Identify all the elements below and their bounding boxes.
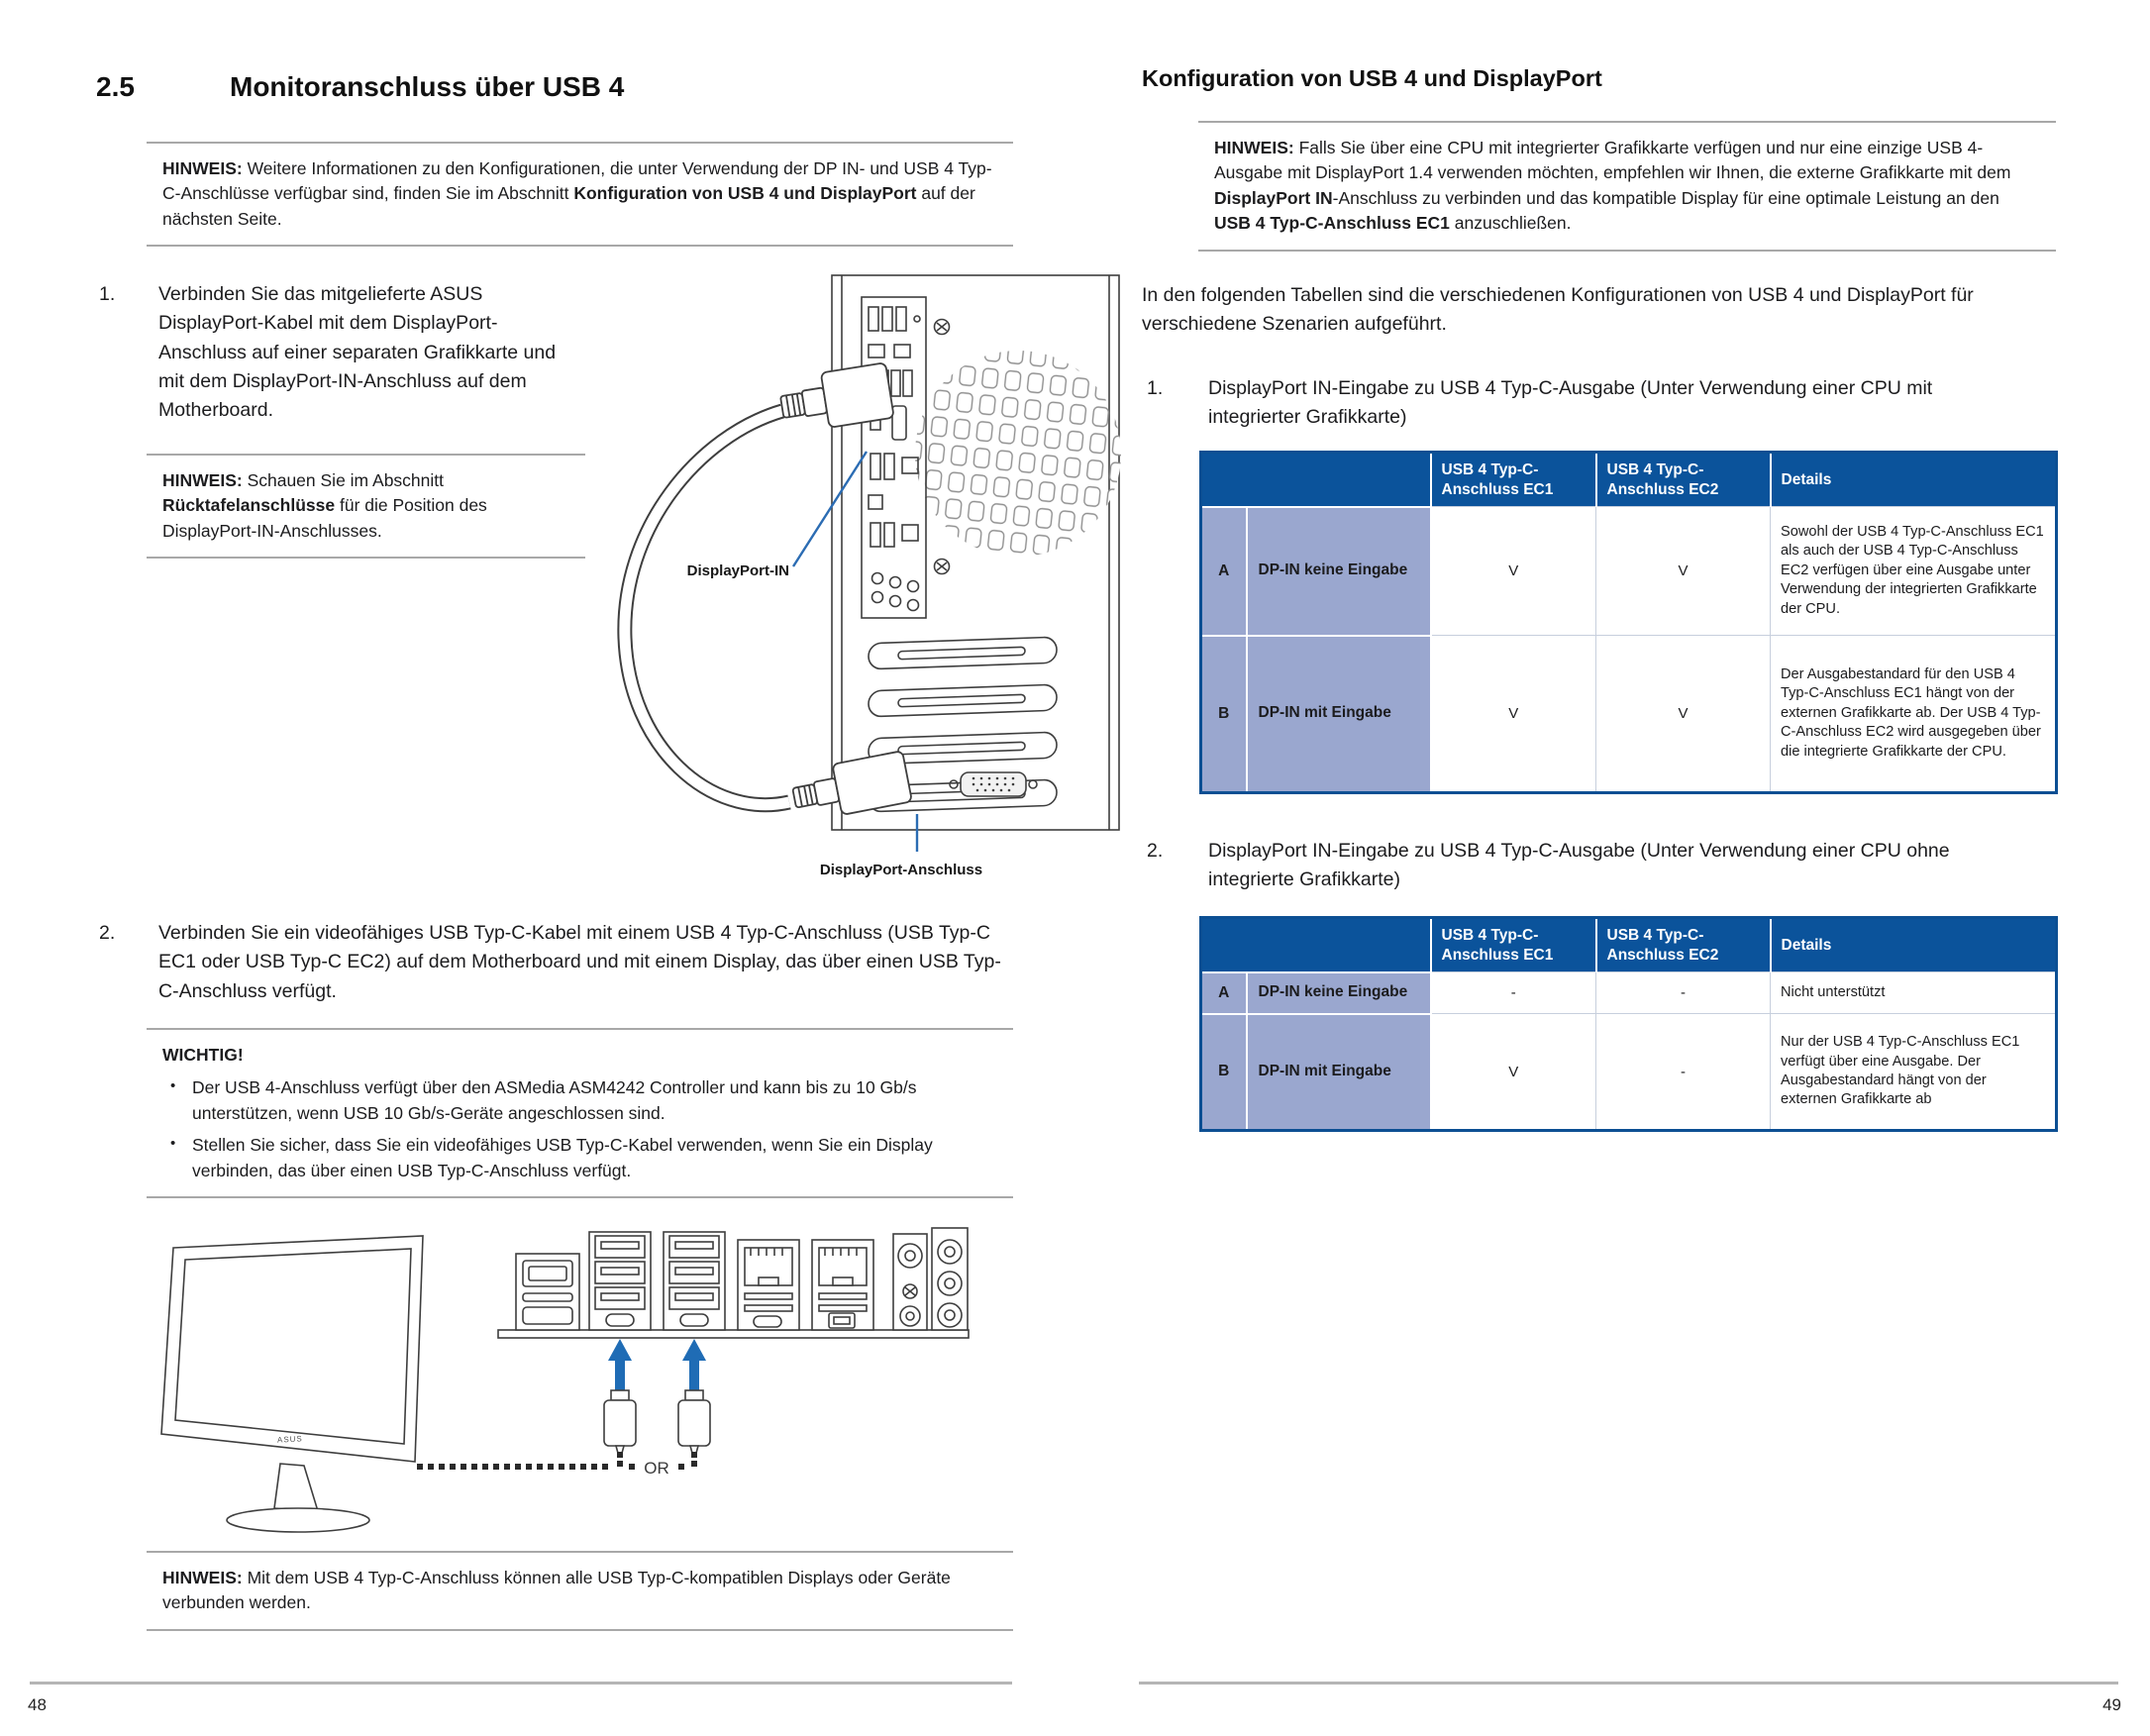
ec1-value: V bbox=[1431, 636, 1596, 793]
header-blank bbox=[1201, 453, 1431, 507]
details-value: Nicht unterstützt bbox=[1771, 972, 2057, 1014]
ec2-value: - bbox=[1596, 972, 1771, 1014]
usb-c-plug bbox=[604, 1339, 636, 1457]
pc-case-back bbox=[832, 275, 1121, 830]
config-table-1 bbox=[1199, 451, 2058, 794]
note-box-top bbox=[1198, 121, 2056, 252]
row-key: B bbox=[1201, 636, 1247, 793]
note-label: HINWEIS: bbox=[1214, 138, 1294, 157]
note-bold-ref: Konfiguration von USB 4 und DisplayPort bbox=[573, 183, 917, 204]
header-ec2: USB 4 Typ-C-Anschluss EC2 bbox=[1596, 453, 1771, 507]
important-box bbox=[147, 1028, 1013, 1198]
step-2-text: Verbinden Sie ein videofähiges USB Typ-C-Kabel mit einem USB 4 Typ-C-Anschluss (USB Typ-C EC1 oder USB Typ-C EC2) auf dem Motherboard und mit einem Display, das über einen USB Typ-C-Anschluss verfügt. bbox=[158, 922, 1001, 1002]
note-box-mid bbox=[147, 454, 585, 559]
row-key: A bbox=[1201, 972, 1247, 1014]
details-value: Der Ausgabestandard für den USB 4 Typ-C-Anschluss EC1 hängt von der externen Grafikkarte ab. Der USB 4 Typ-C-Anschluss EC2 wird ausgegeben über die integrierte Grafikkarte der CPU. bbox=[1771, 636, 2057, 793]
section-number: 2.5 bbox=[96, 71, 135, 102]
note-text: Falls Sie über eine CPU mit integrierter Grafikkarte verfügen und nur eine einzige USB 4-Ausgabe mit DisplayPort 1.4 verwenden möchten, empfehlen wir Ihnen, die externe Grafikkarte mit dem bbox=[1214, 138, 2011, 183]
monitor-connection-illustration bbox=[124, 1216, 1000, 1548]
lan-block bbox=[738, 1240, 799, 1330]
important-bullet: • Stellen Sie sicher, dass Sie ein videofähiges USB Typ-C-Kabel verwenden, wenn Sie ein Display verbinden, das über einen USB Typ-C-Anschluss verfügt. bbox=[162, 1133, 997, 1183]
lan-block bbox=[812, 1240, 873, 1330]
footer-rule bbox=[30, 1682, 1012, 1685]
row-scenario: DP-IN mit Eingabe bbox=[1247, 1014, 1431, 1131]
details-value: Nur der USB 4 Typ-C-Anschluss EC1 verfügt über eine Ausgabe. Der Ausgabestandard hängt von der externen Grafikkarte ab bbox=[1771, 1014, 2057, 1131]
table-row bbox=[1201, 1014, 2057, 1131]
usb-stack bbox=[664, 1232, 725, 1330]
note-text-2: für die Position des DisplayPort-IN-Anschlusses. bbox=[162, 495, 487, 541]
list-item-1-text: DisplayPort IN-Eingabe zu USB 4 Typ-C-Ausgabe (Unter Verwendung einer CPU mit integrierter Grafikkarte) bbox=[1208, 377, 1933, 429]
row-key: A bbox=[1201, 507, 1247, 636]
page-title: Monitoranschluss über USB 4 bbox=[230, 71, 625, 102]
monitor-brand-logo: ASUS bbox=[276, 1434, 303, 1445]
usb-c-port bbox=[680, 1314, 708, 1326]
usb-c-plug bbox=[678, 1339, 710, 1457]
page-title: Konfiguration von USB 4 und DisplayPort bbox=[1142, 65, 1602, 91]
list-item-2-number: 2. bbox=[1147, 840, 1164, 862]
note-label: HINWEIS: bbox=[162, 158, 243, 178]
or-label: OR bbox=[644, 1459, 669, 1478]
list-item-2-text: DisplayPort IN-Eingabe zu USB 4 Typ-C-Ausgabe (Unter Verwendung einer CPU ohne integrierte Grafikkarte) bbox=[1208, 840, 1950, 891]
table-row bbox=[1201, 972, 2057, 1014]
row-scenario: DP-IN keine Eingabe bbox=[1247, 972, 1431, 1014]
monitor-illustration bbox=[161, 1236, 423, 1532]
ec2-value: V bbox=[1596, 636, 1771, 793]
details-value: Sowohl der USB 4 Typ-C-Anschluss EC1 als auch der USB 4 Typ-C-Anschluss EC2 verfügen über eine Ausgabe unter Verwendung der integrierten Grafikkarte der CPU. bbox=[1771, 507, 2057, 636]
note-box-top bbox=[147, 142, 1013, 247]
tower-illustration bbox=[579, 269, 1129, 908]
ec1-value: - bbox=[1431, 972, 1596, 1014]
dp-hdmi-block bbox=[516, 1254, 579, 1330]
step-1-text: Verbinden Sie das mitgelieferte ASUS DisplayPort-Kabel mit dem DisplayPort-Anschluss auf einer separaten Grafikkarte und mit dem DisplayPort-IN-Anschluss auf dem Motherboard. bbox=[158, 283, 557, 421]
page-number-left: 48 bbox=[28, 1695, 47, 1714]
ec1-value: V bbox=[1431, 507, 1596, 636]
displayport-cable bbox=[625, 411, 789, 805]
intro-paragraph: In den folgenden Tabellen sind die verschiedenen Konfigurationen von USB 4 und DisplayPort für verschiedene Szenarien aufgeführt. bbox=[1142, 284, 1974, 336]
fan-grille bbox=[915, 351, 1121, 557]
step-1-number: 1. bbox=[99, 283, 116, 305]
arrow-up-icon bbox=[608, 1339, 632, 1390]
step-2-number: 2. bbox=[99, 922, 116, 944]
header-ec1: USB 4 Typ-C-Anschluss EC1 bbox=[1431, 453, 1596, 507]
vga-connector bbox=[950, 772, 1037, 796]
footer-rule bbox=[1139, 1682, 2118, 1685]
row-scenario: DP-IN mit Eingabe bbox=[1247, 636, 1431, 793]
label-displayport-anschluss: DisplayPort-Anschluss bbox=[819, 862, 983, 878]
note-text-2: auf der nächsten Seite. bbox=[162, 183, 975, 229]
table-row bbox=[1201, 636, 2057, 793]
note-bold-ref: Rücktafelanschlüsse bbox=[162, 495, 336, 516]
header-ec1: USB 4 Typ-C-Anschluss EC1 bbox=[1431, 918, 1596, 972]
note-bold-ref: DisplayPort IN bbox=[1214, 187, 1333, 208]
ec2-value: - bbox=[1596, 1014, 1771, 1131]
row-key: B bbox=[1201, 1014, 1247, 1131]
table-row bbox=[1201, 507, 2057, 636]
page-number-right: 49 bbox=[2102, 1695, 2121, 1714]
note-text-3: anzuschließen. bbox=[1449, 213, 1572, 234]
usb-c-port bbox=[754, 1316, 781, 1327]
important-title: WICHTIG! bbox=[162, 1045, 244, 1065]
important-bullet: • Der USB 4-Anschluss verfügt über den ASMedia ASM4242 Controller und kann bis zu 10 Gb/s unterstützen, wenn USB 10 Gb/s-Geräte angeschlossen sind. bbox=[162, 1075, 997, 1126]
usb-c-port bbox=[606, 1314, 634, 1326]
header-details: Details bbox=[1771, 918, 2057, 972]
ec1-value: V bbox=[1431, 1014, 1596, 1131]
note-text: Weitere Informationen zu den Konfigurationen, die unter Verwendung der DP IN- und USB 4 Typ-C-Anschlüsse verfügbar sind, finden Sie im Abschnitt bbox=[162, 158, 992, 204]
note-label: HINWEIS: bbox=[162, 470, 243, 490]
audio-jacks bbox=[893, 1228, 968, 1330]
rear-io-panel bbox=[498, 1228, 969, 1338]
note-bold-ref-2: USB 4 Typ-C-Anschluss EC1 bbox=[1214, 213, 1450, 234]
note-label: HINWEIS: bbox=[162, 1568, 243, 1587]
note-box-bottom bbox=[147, 1551, 1013, 1631]
label-displayport-in: DisplayPort-IN bbox=[686, 562, 789, 579]
note-text: Mit dem USB 4 Typ-C-Anschluss können alle USB Typ-C-kompatiblen Displays oder Geräte verbunden werden. bbox=[162, 1568, 951, 1613]
header-blank bbox=[1201, 918, 1431, 972]
config-table-2 bbox=[1199, 916, 2058, 1132]
table-header-row bbox=[1201, 453, 2057, 507]
table-header-row bbox=[1201, 918, 2057, 972]
ec2-value: V bbox=[1596, 507, 1771, 636]
row-scenario: DP-IN keine Eingabe bbox=[1247, 507, 1431, 636]
usb-stack bbox=[589, 1232, 651, 1330]
header-ec2: USB 4 Typ-C-Anschluss EC2 bbox=[1596, 918, 1771, 972]
arrow-up-icon bbox=[682, 1339, 706, 1390]
list-item-1-number: 1. bbox=[1147, 377, 1164, 399]
note-text-2: -Anschluss zu verbinden und das kompatible Display für eine optimale Leistung an den bbox=[1332, 187, 1999, 208]
note-text: Schauen Sie im Abschnitt bbox=[242, 470, 445, 490]
header-details: Details bbox=[1771, 453, 2057, 507]
